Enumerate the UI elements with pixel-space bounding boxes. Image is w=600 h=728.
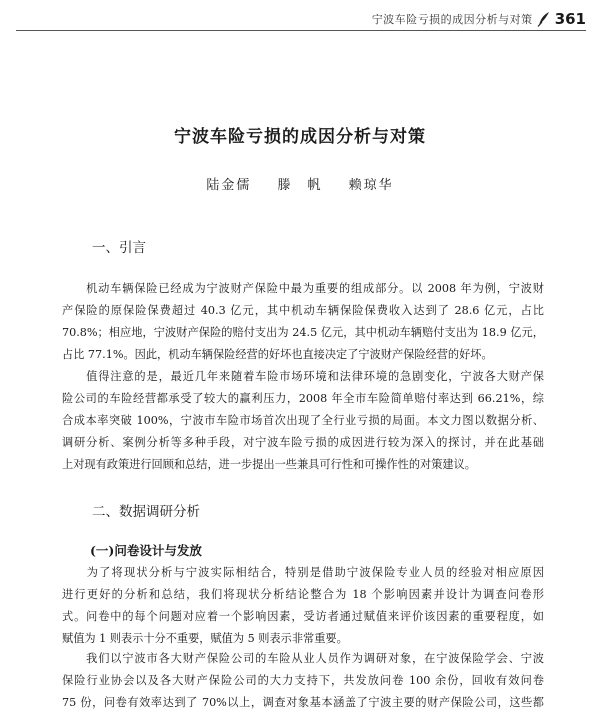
text-line: 赋值为 1 则表示十分不重要，赋值为 5 则表示非常重要。 bbox=[62, 632, 348, 645]
paragraph-2 bbox=[62, 366, 544, 476]
author-name: 滕 帆 bbox=[277, 178, 323, 193]
paragraph-1 bbox=[62, 278, 544, 366]
subsection-heading-questionnaire: (一)问卷设计与发放 bbox=[90, 543, 202, 558]
author-list bbox=[0, 174, 600, 193]
text-line: 75 份，问卷有效率达到了 70%以上，调查对象基本涵盖了宁波主要的财产保险公司，这些都 bbox=[62, 696, 544, 709]
text-line: 进行更好的分析和总结，我们将现状分析结论整合为 18 个影响因素并设计为调查问卷形 bbox=[62, 588, 544, 601]
text-line: 上对现有政策进行回顾和总结，进一步提出一些兼具可行性和可操作性的对策建议。 bbox=[62, 458, 476, 471]
text-line: 占比 77.1%。因此，机动车辆保险经营的好坏也直接决定了宁波财产保险经营的好坏。 bbox=[62, 348, 493, 361]
text-line: 为了将现状分析与宁波实际相结合，特别是借助宁波保险专业人员的经验对相应原因 bbox=[62, 566, 544, 579]
author-name: 陆金儒 bbox=[206, 178, 252, 193]
text-line: 保险行业协会以及各大财产保险公司的大力支持下，共发放问卷 100 余份，回收有效问卷 bbox=[62, 674, 544, 687]
paragraph-3 bbox=[62, 562, 544, 650]
text-line: 式。问卷中的每个问题对应着一个影响因素，受访者通过赋值来评价该因素的重要程度，如 bbox=[62, 610, 544, 623]
text-line: 70.8%；相应地，宁波财产保险的赔付支出为 24.5 亿元，其中机动车辆赔付支出为 18.9 亿元， bbox=[62, 326, 544, 339]
page-number: 361 bbox=[554, 10, 586, 28]
text-line: 产保险的原保险保费超过 40.3 亿元，其中机动车辆保险保费收入达到了 28.6 亿元，占比 bbox=[62, 304, 544, 317]
article-title: 宁波车险亏损的成因分析与对策 bbox=[174, 127, 426, 147]
running-title: 宁波车险亏损的成因分析与对策 bbox=[371, 13, 533, 26]
author-name: 赖琼华 bbox=[348, 178, 394, 193]
text-line: 合成本率突破 100%，宁波市车险市场首次出现了全行业亏损的局面。本文力图以数据分析、 bbox=[62, 414, 544, 427]
header-rule bbox=[16, 30, 586, 31]
text-line: 调研分析、案例分析等多种手段，对宁波车险亏损的成因进行较为深入的探讨，并在此基础 bbox=[62, 436, 544, 449]
quill-icon bbox=[537, 11, 551, 27]
section-heading-intro: 一、引言 bbox=[92, 240, 146, 256]
running-header bbox=[372, 10, 586, 28]
text-line: 我们以宁波市各大财产保险公司的车险从业人员作为调研对象，在宁波保险学会、宁波 bbox=[62, 652, 544, 665]
text-line: 机动车辆保险已经成为宁波财产保险中最为重要的组成部分。以 2008 年为例，宁波财 bbox=[62, 282, 544, 295]
paragraph-4 bbox=[62, 648, 544, 714]
section-heading-survey: 二、数据调研分析 bbox=[92, 504, 200, 520]
text-line: 值得注意的是，最近几年来随着车险市场环境和法律环境的急剧变化，宁波各大财产保 bbox=[62, 370, 544, 383]
text-line: 险公司的车险经营都承受了较大的赢利压力，2008 年全市车险简单赔付率达到 66.21%，综 bbox=[62, 392, 544, 405]
